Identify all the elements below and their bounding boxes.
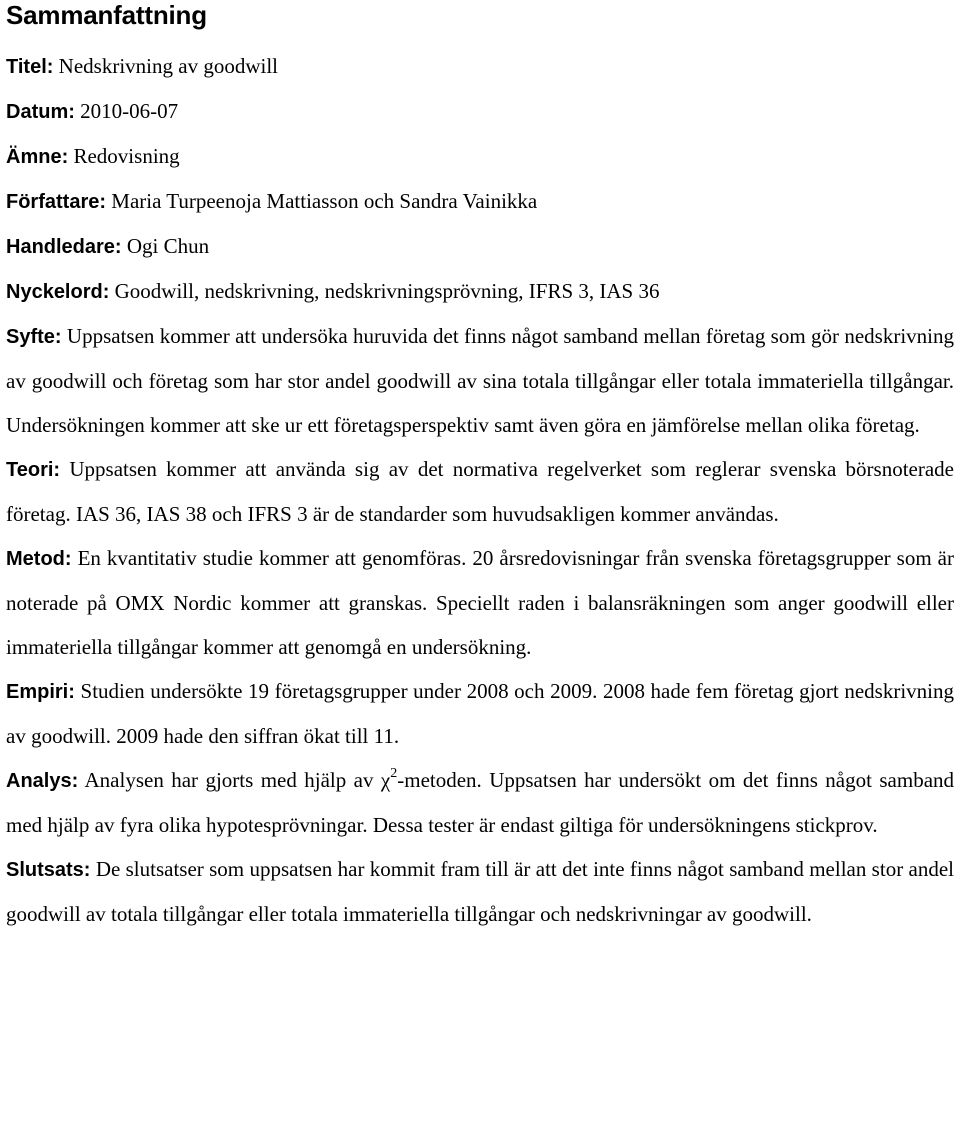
section-teori — [6, 447, 954, 536]
section-text: Uppsatsen kommer att undersöka huruvida det finns något samband mellan företag som gör nedskrivning av goodwill och företag som har stor andel goodwill av sina totala tillgångar eller totala immateriella tillgångar. Undersökningen kommer att ske ur ett företagsperspektiv samt även göra en jämförelse mellan olika företag. — [6, 324, 954, 437]
page-title: Sammanfattning — [6, 0, 207, 30]
meta-value: Nedskrivning av goodwill — [58, 54, 278, 78]
meta-value: Ogi Chun — [126, 234, 210, 258]
section-label: Analys: — [6, 770, 79, 792]
meta-value: Goodwill, nedskrivning, nedskrivningsprövning, IFRS 3, IAS 36 — [114, 279, 660, 303]
section-text: Studien undersökte 19 företagsgrupper under 2008 och 2009. 2008 hade fem företag gjort nedskrivning av goodwill. 2009 hade den siffran ökat till 11. — [6, 679, 954, 748]
chi-symbol: χ — [380, 768, 391, 792]
section-slutsats — [6, 847, 954, 936]
section-label: Syfte: — [6, 326, 62, 348]
meta-authors — [6, 179, 954, 224]
section-label: Slutsats: — [6, 859, 91, 881]
chi-exponent: 2 — [390, 766, 398, 781]
meta-keywords — [6, 269, 954, 314]
meta-value: Maria Turpeenoja Mattiasson och Sandra Vainikka — [111, 189, 538, 213]
section-empiri — [6, 669, 954, 758]
meta-subject — [6, 134, 954, 179]
meta-supervisor — [6, 224, 954, 269]
meta-title — [6, 44, 954, 89]
meta-value: Redovisning — [73, 144, 180, 168]
section-metod — [6, 536, 954, 669]
meta-label: Titel: — [6, 56, 54, 78]
section-label: Teori: — [6, 459, 61, 481]
section-text: Uppsatsen kommer att använda sig av det normativa regelverket som reglerar svenska börsnoterade företag. IAS 36, IAS 38 och IFRS 3 är de standarder som huvudsakligen kommer användas. — [6, 457, 954, 526]
meta-label: Nyckelord: — [6, 281, 110, 303]
section-label: Empiri: — [6, 681, 75, 703]
section-text: Analysen har gjorts med hjälp av — [84, 768, 381, 792]
section-label: Metod: — [6, 548, 72, 570]
document-page — [6, 0, 954, 936]
meta-label: Datum: — [6, 101, 75, 123]
section-text: En kvantitativ studie kommer att genomföras. 20 årsredovisningar från svenska företagsgrupper som är noterade på OMX Nordic kommer att granskas. Speciellt raden i balansräkningen som anger goodwill eller immateriella tillgångar kommer att genomgå en undersökning. — [6, 546, 954, 659]
section-syfte — [6, 314, 954, 447]
meta-label: Ämne: — [6, 146, 69, 168]
meta-label: Handledare: — [6, 236, 122, 258]
meta-date — [6, 89, 954, 134]
meta-label: Författare: — [6, 191, 107, 213]
meta-value: 2010-06-07 — [80, 99, 179, 123]
section-analys — [6, 758, 954, 847]
section-text-cont: -metoden. Uppsatsen har undersökt om det finns något samband med hjälp av fyra olika hypotesprövningar. Dessa tester är endast giltiga för undersökningens stickprov. — [6, 768, 955, 837]
section-text: De slutsatser som uppsatsen har kommit fram till är att det inte finns något samband mellan stor andel goodwill av totala tillgångar eller totala immateriella tillgångar och nedskrivningar av goodwill. — [6, 857, 954, 926]
